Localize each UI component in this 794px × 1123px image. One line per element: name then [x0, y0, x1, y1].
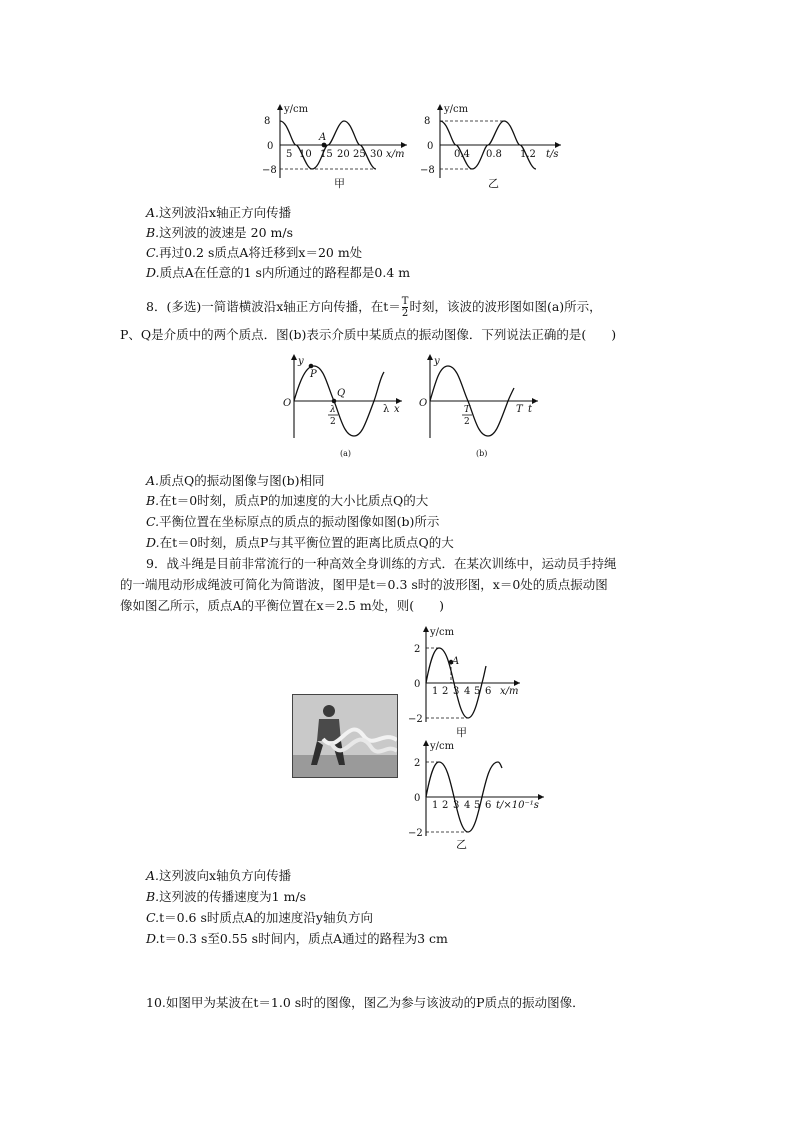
q7-option-b: B.这列波的波速是 20 m/s: [146, 225, 294, 240]
x-tick: 6: [485, 800, 492, 811]
x-tick: 5: [474, 800, 481, 811]
q7-figure-jia: [262, 100, 412, 190]
q9-option-a: A.这列波向x轴负方向传播: [146, 868, 292, 883]
figure-caption: 乙: [488, 177, 499, 190]
figure-caption: 乙: [456, 838, 467, 851]
y-tick: 0: [427, 141, 434, 152]
q8-option-d: D.在t＝0时刻，质点P与其平衡位置的距离比质点Q的大: [146, 535, 454, 550]
x-tick: 5: [286, 149, 293, 160]
x-tick: 15: [320, 149, 333, 160]
y-tick: −8: [262, 165, 277, 176]
x-tick: 30: [370, 149, 383, 160]
figure-caption: 甲: [456, 726, 467, 739]
q9-option-c: C.t＝0.6 s时质点A的加速度沿y轴负方向: [146, 910, 373, 925]
point-p: [309, 364, 314, 369]
y-tick: 8: [264, 116, 271, 127]
q9-stem-line2: 的一端甩动形成绳波可简化为简谐波，图甲是t＝0.3 s时的波形图，x＝0处的质点振动图: [120, 577, 608, 592]
x-tick: 1.2: [520, 149, 536, 160]
q8-option-a: A.质点Q的振动图像与图(b)相同: [146, 473, 325, 488]
y-axis-label: y/cm: [444, 104, 469, 115]
x-axis-label: t/s: [546, 149, 559, 160]
x-axis-label: x: [394, 404, 400, 415]
battle-rope-photo: [292, 694, 398, 778]
y-tick: −2: [408, 714, 423, 725]
y-axis-label: y/cm: [430, 627, 455, 638]
y-tick: −8: [420, 165, 435, 176]
x-tick: 1: [432, 800, 439, 811]
q9-option-b: B.这列波的传播速度为1 m/s: [146, 889, 307, 904]
q7-option-a: A.这列波沿x轴正方向传播: [146, 205, 292, 220]
y-tick: 0: [267, 141, 274, 152]
q8-stem-line2: P、Q是介质中的两个质点．图(b)表示介质中某质点的振动图像．下列说法正确的是( ): [120, 327, 617, 342]
half-lambda-num: λ: [330, 405, 336, 415]
y-axis-label: y: [298, 356, 304, 367]
y-tick: −2: [408, 828, 423, 839]
period-label: T: [516, 404, 523, 415]
point-a-label: A: [452, 656, 460, 667]
half-lambda-den: 2: [330, 417, 336, 427]
origin-label: O: [419, 398, 428, 409]
q9-option-d: D.t＝0.3 s至0.55 s时间内，质点A通过的路程为3 cm: [146, 931, 448, 946]
q8-figure-b: [412, 350, 542, 460]
x-tick: 3: [453, 686, 460, 697]
point-a-label: A: [319, 132, 327, 143]
lambda-label: λ: [383, 404, 390, 415]
y-tick: 0: [414, 793, 421, 804]
y-axis-label: y: [434, 356, 440, 367]
half-period-num: T: [464, 405, 471, 415]
x-tick: 0.8: [486, 149, 502, 160]
y-axis-label: y/cm: [430, 741, 455, 752]
y-tick: 0: [414, 679, 421, 690]
q9-figure-yi: [404, 738, 554, 852]
x-tick: 25: [353, 149, 366, 160]
q9-stem-line3: 像如图乙所示，质点A的平衡位置在x＝2.5 m处，则( ): [120, 598, 445, 613]
x-tick: 2: [442, 800, 449, 811]
q9-figure-jia: [404, 622, 534, 740]
athlete-image: [293, 695, 397, 777]
x-tick: 3: [453, 800, 460, 811]
figure-caption: (a): [340, 449, 352, 458]
q9-stem-line1: 9．战斗绳是目前非常流行的一种高效全身训练的方式．在某次训练中，运动员手持绳: [146, 556, 617, 571]
y-tick: 2: [414, 758, 421, 769]
point-a: [322, 143, 327, 148]
figure-caption: 甲: [334, 177, 345, 190]
x-tick: 0.4: [454, 149, 470, 160]
q8-option-b: B.在t＝0时刻，质点P的加速度的大小比质点Q的大: [146, 493, 429, 508]
x-axis-label: x/m: [500, 686, 519, 697]
x-tick: 4: [464, 686, 471, 697]
t-axis-label: t: [528, 404, 533, 415]
t-axis-label: t/×10⁻¹s: [496, 800, 539, 811]
y-tick: 8: [424, 116, 431, 127]
q7-option-d: D.质点A在任意的1 s内所通过的路程都是0.4 m: [146, 265, 411, 280]
q8-stem-line1: 8．(多选)一简谐横波沿x轴正方向传播，在t＝ $\frac{T}{2}$ 时刻，该波的波形图如图(a)所示，: [146, 296, 602, 319]
half-period-den: 2: [464, 417, 470, 427]
origin-label: O: [283, 398, 292, 409]
q7-option-c: C.再过0.2 s质点A将迁移到x＝20 m处: [146, 245, 363, 260]
y-axis-label: y/cm: [284, 104, 309, 115]
x-tick: 5: [474, 686, 481, 697]
x-tick: 10: [299, 149, 312, 160]
x-tick: 6: [485, 686, 492, 697]
point-q-label: Q: [337, 388, 346, 399]
x-tick: 1: [432, 686, 439, 697]
t-half-fraction: $\frac{T}{2}$: [401, 296, 409, 319]
point-q: [332, 399, 337, 404]
q7-figure-yi: [418, 100, 568, 190]
q10-stem: 10.如图甲为某波在t＝1.0 s时的图像，图乙为参与该波动的P质点的振动图像．: [146, 995, 585, 1010]
x-tick: 2: [442, 686, 449, 697]
x-tick: 20: [337, 149, 350, 160]
x-axis-label: x/m: [386, 149, 405, 160]
q8-figure-a: [280, 350, 410, 460]
point-p-label: P: [310, 369, 317, 380]
q8-option-c: C.平衡位置在坐标原点的质点的振动图像如图(b)所示: [146, 514, 440, 529]
figure-caption: (b): [476, 449, 488, 458]
y-tick: 2: [414, 644, 421, 655]
x-tick: 4: [464, 800, 471, 811]
